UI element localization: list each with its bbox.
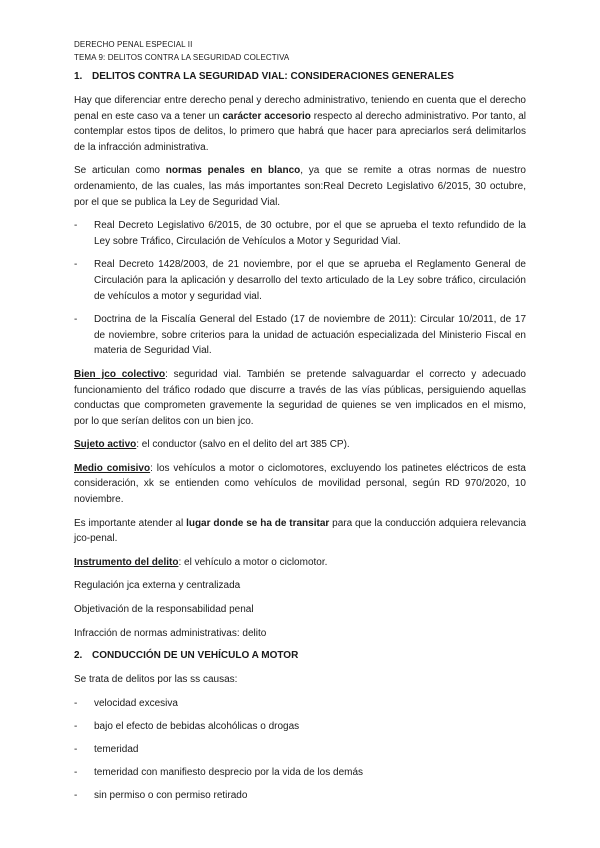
bold-blank-norms: normas penales en blanco — [165, 165, 301, 177]
list-item — [74, 696, 526, 712]
list-item — [74, 788, 526, 804]
text-span: Se articulan como — [74, 165, 166, 177]
bullet-dash: - — [74, 767, 78, 779]
section-1-number: 1. — [74, 71, 83, 82]
list-item-text: Doctrina de la Fiscalía General del Estado (17 de noviembre de 2011): Circular 10/2011, de 17 de noviembre, sobre criterios para la unidad de actuación especializada del Ministerio Fiscal en materia de Seguridad Vial. — [94, 314, 526, 357]
section-2-title: CONDUCCIÓN DE UN VEHÍCULO A MOTOR — [92, 650, 299, 662]
list-item-text: velocidad excesiva — [94, 697, 178, 709]
paragraph-blank-norms — [74, 163, 526, 210]
label-medio-comisivo: Medio comisivo — [74, 462, 151, 474]
text-span: , ya que se remite a otras normas de nuestro ordenamiento, de las cuales, las más importantes son:Real Decreto Legislativo 6/2015, 30 octubre, por el que se publica la Ley de Seguridad Vial. — [74, 165, 526, 208]
paragraph-bien-juridico — [74, 367, 526, 429]
list-item-text: bajo el efecto de bebidas alcohólicas o drogas — [94, 720, 300, 732]
bullet-dash: - — [74, 314, 78, 326]
section-1-title: DELITOS CONTRA LA SEGURIDAD VIAL: CONSIDERACIONES GENERALES — [92, 71, 454, 82]
list-item-text: sin permiso o con permiso retirado — [94, 790, 248, 802]
text-span: : seguridad vial. También se pretende salvaguardar el correcto y adecuado funcionamiento del tráfico rodado que discurre a través de las vías públicas, persiguiendo aquellas conductas que comprometen gravemente la seguridad de quienes se ven implicados en el mismo, por lo que serían delitos con un bien jco. — [74, 368, 526, 427]
label-bien-juridico: Bien jco colectivo — [74, 368, 166, 380]
section-2-intro: Se trata de delitos por las ss causas: — [74, 674, 238, 686]
bullet-dash: - — [74, 744, 78, 755]
bullet-dash: - — [74, 259, 78, 271]
section-1-heading — [74, 70, 526, 84]
paragraph-lugar — [74, 516, 526, 547]
bullet-dash: - — [74, 720, 78, 732]
paragraph-instrumento — [74, 555, 526, 571]
list-item — [74, 257, 526, 304]
list-item — [74, 312, 526, 359]
bold-lugar: lugar donde se ha de transitar — [186, 517, 330, 529]
list-item — [74, 719, 526, 735]
paragraph-accessory — [74, 93, 526, 155]
label-instrumento: Instrumento del delito — [74, 556, 179, 568]
line-infraccion: Infracción de normas administrativas: delito — [74, 627, 267, 639]
text-span: : el conductor (salvo en el delito del art 385 CP). — [136, 439, 350, 451]
norms-list — [74, 218, 526, 359]
list-item-text: Real Decreto 1428/2003, de 21 noviembre, por el que se aprueba el Reglamento General de Circulación para la aplicación y desarrollo del texto articulado de la Ley sobre tráfico, circulación de vehículos a motor y seguridad vial. — [94, 259, 526, 302]
line-objetivacion: Objetivación de la responsabilidad penal — [74, 604, 254, 616]
list-item-text: temeridad con manifiesto desprecio por la vida de los demás — [94, 767, 364, 779]
topic-header: TEMA 9: DELITOS CONTRA LA SEGURIDAD COLECTIVA — [74, 53, 290, 62]
document-page — [74, 38, 526, 811]
bullet-dash: - — [74, 220, 78, 232]
text-span: respecto al derecho administrativo. Por tanto, al contemplar estos tipos de delitos, lo primero que habrá que hacer para apreciarlos será delimitarlos de la infracción administrativa. — [74, 110, 526, 153]
list-item — [74, 742, 526, 758]
label-sujeto-activo: Sujeto activo — [74, 439, 137, 451]
list-item-text: Real Decreto Legislativo 6/2015, de 30 octubre, por el que se aprueba el texto refundido de la Ley sobre Tráfico, Circulación de Vehículos a Motor y Seguridad Vial. — [94, 220, 526, 247]
paragraph-sujeto-activo — [74, 437, 526, 453]
causes-list — [74, 696, 526, 804]
text-span: : los vehículos a motor o ciclomotores, excluyendo los patinetes eléctricos de esta consideración, xk se entienden como vehículos de movilidad personal, según RD 970/2020, 10 noviembre. — [74, 462, 526, 506]
text-span: para que la conducción adquiera relevancia jco-penal. — [74, 517, 527, 545]
paragraph-medio-comisivo — [74, 461, 526, 508]
text-span: : el vehículo a motor o ciclomotor. — [178, 556, 328, 568]
section-2-heading — [74, 649, 526, 663]
text-span: Hay que diferenciar entre derecho penal y derecho administrativo, teniendo en cuenta que el derecho penal en este caso va a tener un — [74, 95, 526, 122]
bullet-dash: - — [74, 697, 78, 709]
bold-accessory: carácter accesorio — [222, 110, 311, 122]
list-item-text: temeridad — [94, 744, 139, 755]
bullet-dash: - — [74, 790, 78, 802]
line-regulacion: Regulación jca externa y centralizada — [74, 580, 241, 592]
course-header: DERECHO PENAL ESPECIAL II — [74, 40, 193, 49]
section-2-number: 2. — [74, 650, 83, 662]
list-item — [74, 765, 526, 781]
text-span: Es importante atender al — [74, 517, 187, 529]
list-item — [74, 218, 526, 249]
